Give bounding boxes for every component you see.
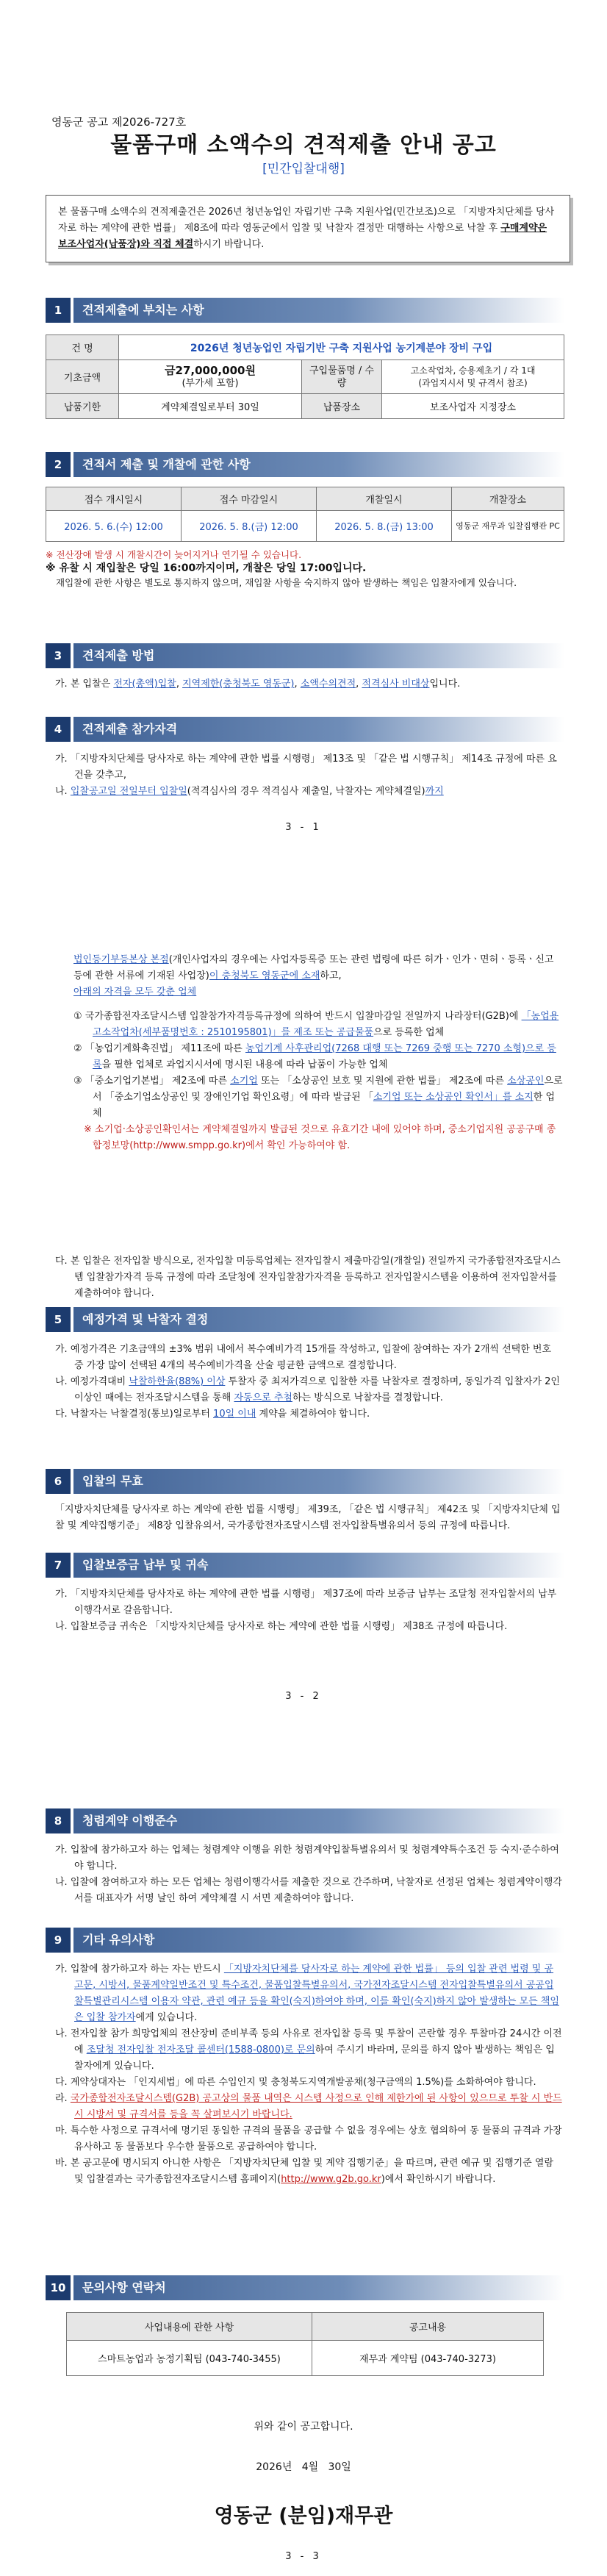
section-title: 견적제출에 부치는 사항 [82,303,204,317]
cell-label: 기초금액 [46,360,119,394]
invalid-bid-text: 「지방자치단체를 당사자로 하는 계약에 관한 법률 시행령」 제39조, 「같은 법 시행규칙」 제42조 및 「지방자치단체 입찰 및 계약집행기준」 제8장 입찰유의서, 국가종합전자조달시스템 전자입찰특별유의서 등의 규정에 따릅니다. [55,1504,561,1531]
contact-table [66,2312,544,2376]
cell-label: 납품기한 [46,394,119,419]
section-8-header: 8 청렴계약 이행준수 [46,1808,564,1833]
schedule-notes: ※ 전산장애 발생 시 개찰시간이 늦어지거나 연기될 수 있습니다. ※ 유찰 시 재입찰은 당일 16:00까지이며, 개찰은 당일 17:00입니다. 재입찰에 관한 사항은 별도로 통지하지 않으며, 재입찰 사항을 숙지하지 않아 발생하는 책임은 입찰자에게 있습니다. [46,549,517,588]
cell-value: 2026년 청년농업인 자립기반 구축 지원사업 농기계분야 장비 구입 [119,335,564,360]
section-4-header: 4 견적제출 참가자격 [46,717,564,742]
item-info-table [46,334,564,419]
table-header: 개찰장소 [452,487,564,511]
cell-label: 구입물품명 / 수량 [302,360,382,394]
g2b-link[interactable]: http://www.g2b.go.kr [281,2174,381,2185]
section-number: 1 [46,298,71,323]
section-10-header: 10 문의사항 연락처 [46,2275,564,2300]
page-2 [0,845,607,1713]
section-3-header: 3 견적제출 방법 [46,643,564,668]
section-2-header: 2 견적서 제출 및 개찰에 관한 사항 [46,452,564,477]
notice-number: 영동군 공고 제2026-727호 [51,115,187,129]
eligibility-conditions: ① 국가종합전자조달시스템 입찰참가자격등록규정에 의하여 반드시 입찰마감일 전일까지 나라장터(G2B)에 「농업용고소작업차(세부품명번호 : 2510195801)」를 제조 또는 공급물품으로 등록한 업체 ② 「농업기계화촉진법」 제11조에 따른 농업기계 사후관리업(7268 대행 또는 7269 중행 또는 7270 소형)으로 등록을 필한 업체로 과업지시서에 명시된 내용에 따라 납품이 가능한 업체 ③ 「중소기업기본법」 제2조에 따른 소기업 또는 「소상공인 보호 및 지원에 관한 법률」 제2조에 따른 소상공인으로서 「중소기업소상공인 및 장애인기업 확인요령」에 따라 발급된 「소기업 또는 소상공인 확인서」를 소지한 업체 ※ 소기업·소상공인확인서는 계약체결일까지 발급된 것으로 유효기간 내에 있어야 하며, 중소기업지원 공공구매 종합정보망(http://www.smpp.go.kr)에서 확인 가능하여야 함. [73,1011,563,1151]
intro-tail: 하시기 바랍니다. [193,239,265,250]
section-7-header: 7 입찰보증금 납부 및 귀속 [46,1553,564,1578]
table-cell: 2026. 5. 8.(금) 12:00 [182,511,317,542]
page-number: 3 - 2 [285,1691,322,1702]
intro-box [46,195,570,262]
deposit-text: 가. 「지방자치단체를 당사자로 하는 계약에 관한 법률 시행령」 제37조에 따라 보증금 납부는 조달청 전자입찰서의 납부이행각서로 갈음합니다. 나. 입찰보증금 귀속은 「지방자치단체를 당사자로 하는 계약에 관한 법률 시행령」 제38조 규정에 따릅니다. [55,1589,557,1632]
table-cell: 재무과 계약팀 (043-740-3273) [312,2341,544,2376]
cell-value: 보조사업자 지정장소 [382,394,564,419]
issuer-name: 영동군 (분임)재무관 [214,2505,393,2527]
page-3 [0,1713,607,2576]
table-header: 접수 마감일시 [182,487,317,511]
table-cell: 스마트농업과 농정기획팀 (043-740-3455) [67,2341,312,2376]
page-number: 3 - 3 [285,2551,322,2562]
page-subtitle: [민간입찰대행] [262,162,345,176]
section-1-header [46,298,564,323]
intro-emphasis: 구매계약은 보조사업자(납품장)와 직접 체결 [58,223,547,250]
table-cell: 2026. 5. 8.(금) 13:00 [317,511,452,542]
intro-text: 본 물품구매 소액수의 견적제출건은 2026년 청년농업인 자립기반 구축 지원사업(민간보조)으로 「지방자치단체를 당사자로 하는 계약에 관한 법률」 제8조에 따라 영동군에서 입찰 및 낙찰자 결정만 대행하는 사항으로 낙찰 후 [58,207,555,234]
section-9-header: 9 기타 유의사항 [46,1928,564,1953]
page-1 [0,0,607,845]
eligibility-text: 가. 「지방자치단체를 당사자로 하는 계약에 관한 법률 시행령」 제13조 및 「같은 법 시행규칙」 제14조 규정에 따른 요건을 갖추고, 나. 입찰공고일 전일부터 입찰일(적격심사의 경우 적격심사 제출일, 낙찰자는 계약체결일)까지 [55,754,557,797]
cell-label: 건 명 [46,335,119,360]
cell-value: 계약체결일로부터 30일 [119,394,302,419]
eligibility-da: 다. 본 입찰은 전자입찰 방식으로, 전자입찰 미등록업체는 전자입찰시 제출마감일(개찰일) 전일까지 국가종합전자조달시스템 입찰참가자격 등록 규정에 따라 조달청에 전자입찰참가자격을 등록하고 전자입찰시스템을 이용하여 전자입찰서를 제출하여야 합니다. [55,1256,561,1299]
notice-date: 2026년 4월 30일 [256,2461,351,2473]
cell-value: 고소작업차, 승용제초기 / 각 1대 (과업지시서 및 규격서 참조) [382,360,564,394]
schedule-table [46,487,564,542]
cell-value: 금27,000,000원 (부가세 포함) [119,360,302,394]
cell-label: 납품장소 [302,394,382,419]
section-5-header: 5 예정가격 및 낙찰자 결정 [46,1307,564,1332]
table-header: 개찰일시 [317,487,452,511]
closing-text: 위와 같이 공고합니다. [254,2421,353,2433]
page-number: 3 - 1 [285,822,322,833]
section-6-header: 6 입찰의 무효 [46,1469,564,1494]
table-cell: 영동군 재무과 입찰집행관 PC [452,511,564,542]
notes-text: 가. 입찰에 참가하고자 하는 자는 반드시 「지방자치단체를 당사자로 하는 계약에 관한 법률」 등의 입찰 관련 법령 및 공고문, 시방서, 물품계약일반조건 및 특수조건, 물품입찰특별유의서, 국가전자조달시스템 전자입찰특별유의서 공공입찰특별관리시스템 이용자 약관, 관련 예규 등을 확인(숙지)하여야 하며, 이를 확인(숙지)하지 않아 발생하는 모든 책임은 입찰 참가자에게 있습니다. 나. 전자입찰 참가 희망업체의 전산장비 준비부족 등의 사유로 전자입찰 등록 및 투찰이 곤란할 경우 투찰마감 24시간 이전에 조달청 전자입찰 전자조달 콜센터(1588-0800)로 문의하여 주시기 바라며, 문의를 하지 않아 발생하는 책임은 입찰자에게 있습니다. 다. 계약상대자는 「인지세법」에 따른 수입인지 및 충청북도지역개발공채(청구금액의 1.5%)를 소화하여야 합니다. 라. 국가종합전자조달시스템(G2B) 공고상의 물품 내역은 시스템 사정으로 인해 제한가에 된 사항이 있으므로 투찰 시 반드시 시방서 및 규격서를 등을 꼭 살펴보시기 바랍니다. 마. 특수한 사정으로 규격서에 명기된 동일한 규격의 물품을 공급할 수 없을 경우에는 상호 협의하여 동 물품의 규격과 가장 유사하고 동 물품보다 우수한 물품으로 공급하여야 합니다. 바. 본 공고문에 명시되지 아니한 사항은 「지방자치단체 입찰 및 계약 집행기준」을 따르며, 관련 예규 및 집행기준 열람 및 입찰결과는 국가종합전자조달시스템 홈페이지(http://www.g2b.go.kr)에서 확인하시기 바랍니다. [55,1964,562,2185]
eligibility-continued: 법인등기부등본상 본점(개인사업자의 경우에는 사업자등록증 또는 관련 법령에 따른 허가ㆍ인가ㆍ면허ㆍ등록ㆍ신고 등에 관한 서류에 기재된 사업장)이 충청북도 영동군에 소재하고, 아래의 자격을 모두 갖춘 업체 [73,954,554,998]
award-text: 가. 예정가격은 기초금액의 ±3% 범위 내에서 복수예비가격 15개를 작성하고, 입찰에 참여하는 자가 2개씩 선택한 번호 중 가장 많이 선택된 4개의 복수예비가격을 산술 평균한 금액으로 결정합니다. 나. 예정가격대비 낙찰하한율(88%) 이상 투찰자 중 최저가격으로 입찰한 자를 낙찰자로 결정하며, 동일가격 입찰자가 2인 이상인 때에는 전자조달시스템을 통해 자동으로 추첨하는 방식으로 낙찰자를 결정합니다. 다. 낙찰자는 낙찰결정(통보)일로부터 10일 이내 계약을 체결하여야 합니다. [55,1344,560,1420]
table-header: 사업내용에 관한 사항 [67,2313,312,2341]
table-header: 접수 개시일시 [46,487,182,511]
table-cell: 2026. 5. 6.(수) 12:00 [46,511,182,542]
table-header: 공고내용 [312,2313,544,2341]
page-title: 물품구매 소액수의 견적제출 안내 공고 [110,132,497,158]
integrity-text: 가. 입찰에 참가하고자 하는 업체는 청렴계약 이행을 위한 청렴계약입찰특별유의서 및 청렴계약특수조건 등 숙지·준수하여야 합니다. 나. 입찰에 참여하고자 하는 모든 업체는 청렴이행각서를 제출한 것으로 간주하며, 낙찰자로 선정된 업체는 청렴계약이행각서를 대표자가 서명 날인 하여 계약체결 시 서면 제출하여야 합니다. [55,1845,562,1904]
bid-method-text: 가. 본 입찰은 전자(총액)입찰, 지역제한(충청북도 영동군), 소액수의견적, 적격심사 비대상입니다. [55,679,461,690]
